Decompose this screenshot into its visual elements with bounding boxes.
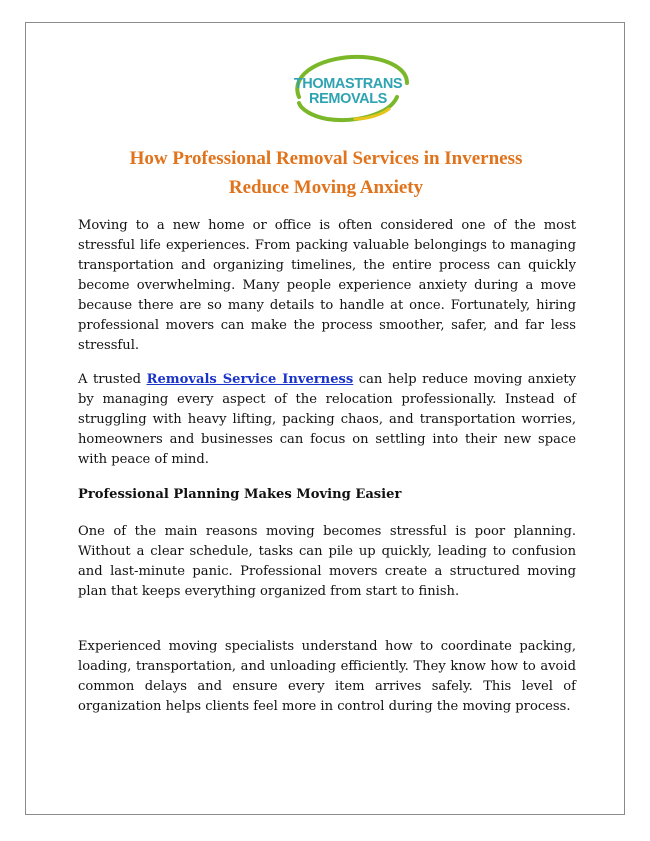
paragraph-planning: One of the main reasons moving becomes stressful is poor planning. Without a clear schedule, tasks can pile up quickly, leading to confusion and last-minute panic. Professional movers create a structured moving plan that keeps everything organized from start to finish. [78, 524, 576, 599]
document-title [78, 144, 574, 202]
paragraph-intro: Moving to a new home or office is often considered one of the most stressful life experiences. From packing valuable belongings to managing transportation and organizing timelines, the entire process can quickly become overwhelming. Many people experience anxiety during a move because there are so many details to handle at once. Fortunately, hiring professional movers can make the process smoother, safer, and far less stressful. [78, 218, 576, 353]
paragraph2-after: can help reduce moving anxiety by managing every aspect of the relocation professionally. Instead of struggling with heavy lifting, packing chaos, and transportation worries, homeowners and businesses can focus on settling into their new space with peace of mind. [78, 372, 576, 467]
removals-service-link[interactable]: Removals Service Inverness [146, 372, 354, 387]
section-heading: Professional Planning Makes Moving Easier [78, 487, 402, 502]
title-line2: Reduce Moving Anxiety [228, 177, 424, 198]
document-page [25, 22, 625, 815]
logo-text-line1: THOMASTRANS [293, 76, 403, 92]
title-line1: How Professional Removal Services in Inverness [129, 148, 523, 169]
paragraph-specialists: Experienced moving specialists understand how to coordinate packing, loading, transportation, and unloading efficiently. They know how to avoid common delays and ensure every item arrives safely. This level of organization helps clients feel more in control during the moving process. [78, 639, 576, 714]
logo-text-line2: REMOVALS [309, 91, 387, 107]
paragraph-trusted-service [78, 370, 576, 470]
company-logo [285, 53, 411, 125]
paragraph2-before: A trusted [78, 372, 147, 387]
